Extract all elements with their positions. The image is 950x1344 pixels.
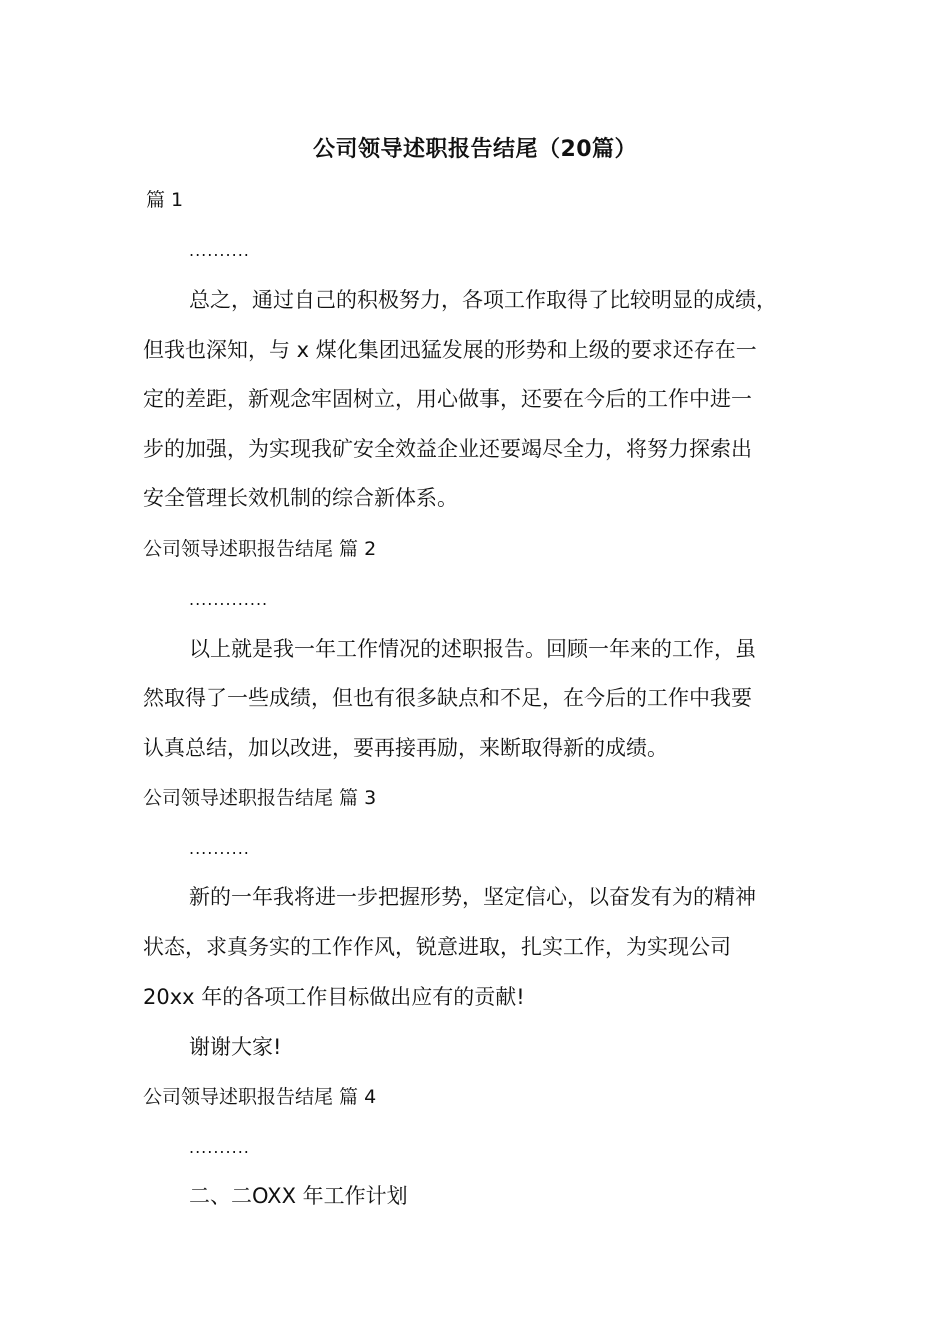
document-title: 公司领导述职报告结尾（20篇） [312, 137, 638, 162]
section-2-paragraph-line: 然取得了一些成绩，但也有很多缺点和不足，在今后的工作中我要 [143, 686, 752, 710]
section-1-paragraph-line: 定的差距，新观念牢固树立，用心做事，还要在今后的工作中进一 [143, 387, 752, 411]
section-1-paragraph-line: 步的加强，为实现我矿安全效益企业还要竭尽全力，将努力探索出 [143, 437, 752, 461]
section-1-paragraph-line: 总之，通过自己的积极努力，各项工作取得了比较明显的成绩， [189, 288, 777, 312]
section-3-paragraph-line: 新的一年我将进一步把握形势，坚定信心，以奋发有为的精神 [189, 885, 756, 909]
section-3-paragraph-line: 20xx 年的各项工作目标做出应有的贡献! [143, 985, 525, 1009]
section-1-heading: 篇 1 [146, 189, 184, 211]
section-4-heading: 公司领导述职报告结尾 篇 4 [143, 1086, 377, 1108]
section-2-ellipsis: ............. [189, 590, 269, 609]
section-1-ellipsis: .......... [189, 241, 250, 260]
section-3-paragraph-line: 状态，求真务实的工作作风，锐意进取，扎实工作，为实现公司 [143, 935, 731, 959]
section-2-heading: 公司领导述职报告结尾 篇 2 [143, 538, 377, 560]
section-1-paragraph-line: 但我也深知，与 x 煤化集团迅猛发展的形势和上级的要求还存在一 [143, 338, 757, 362]
section-4-paragraph-line: 二、二OXX 年工作计划 [189, 1184, 408, 1208]
section-1-paragraph-line: 安全管理长效机制的综合新体系。 [143, 486, 458, 510]
section-3-heading: 公司领导述职报告结尾 篇 3 [143, 787, 377, 809]
section-2-paragraph-line: 以上就是我一年工作情况的述职报告。回顾一年来的工作，虽 [189, 637, 756, 661]
section-4-ellipsis: .......... [189, 1138, 250, 1157]
section-3-ellipsis: .......... [189, 839, 250, 858]
section-3-closing: 谢谢大家! [189, 1035, 282, 1059]
section-2-paragraph-line: 认真总结，加以改进，要再接再励，来断取得新的成绩。 [143, 736, 668, 760]
